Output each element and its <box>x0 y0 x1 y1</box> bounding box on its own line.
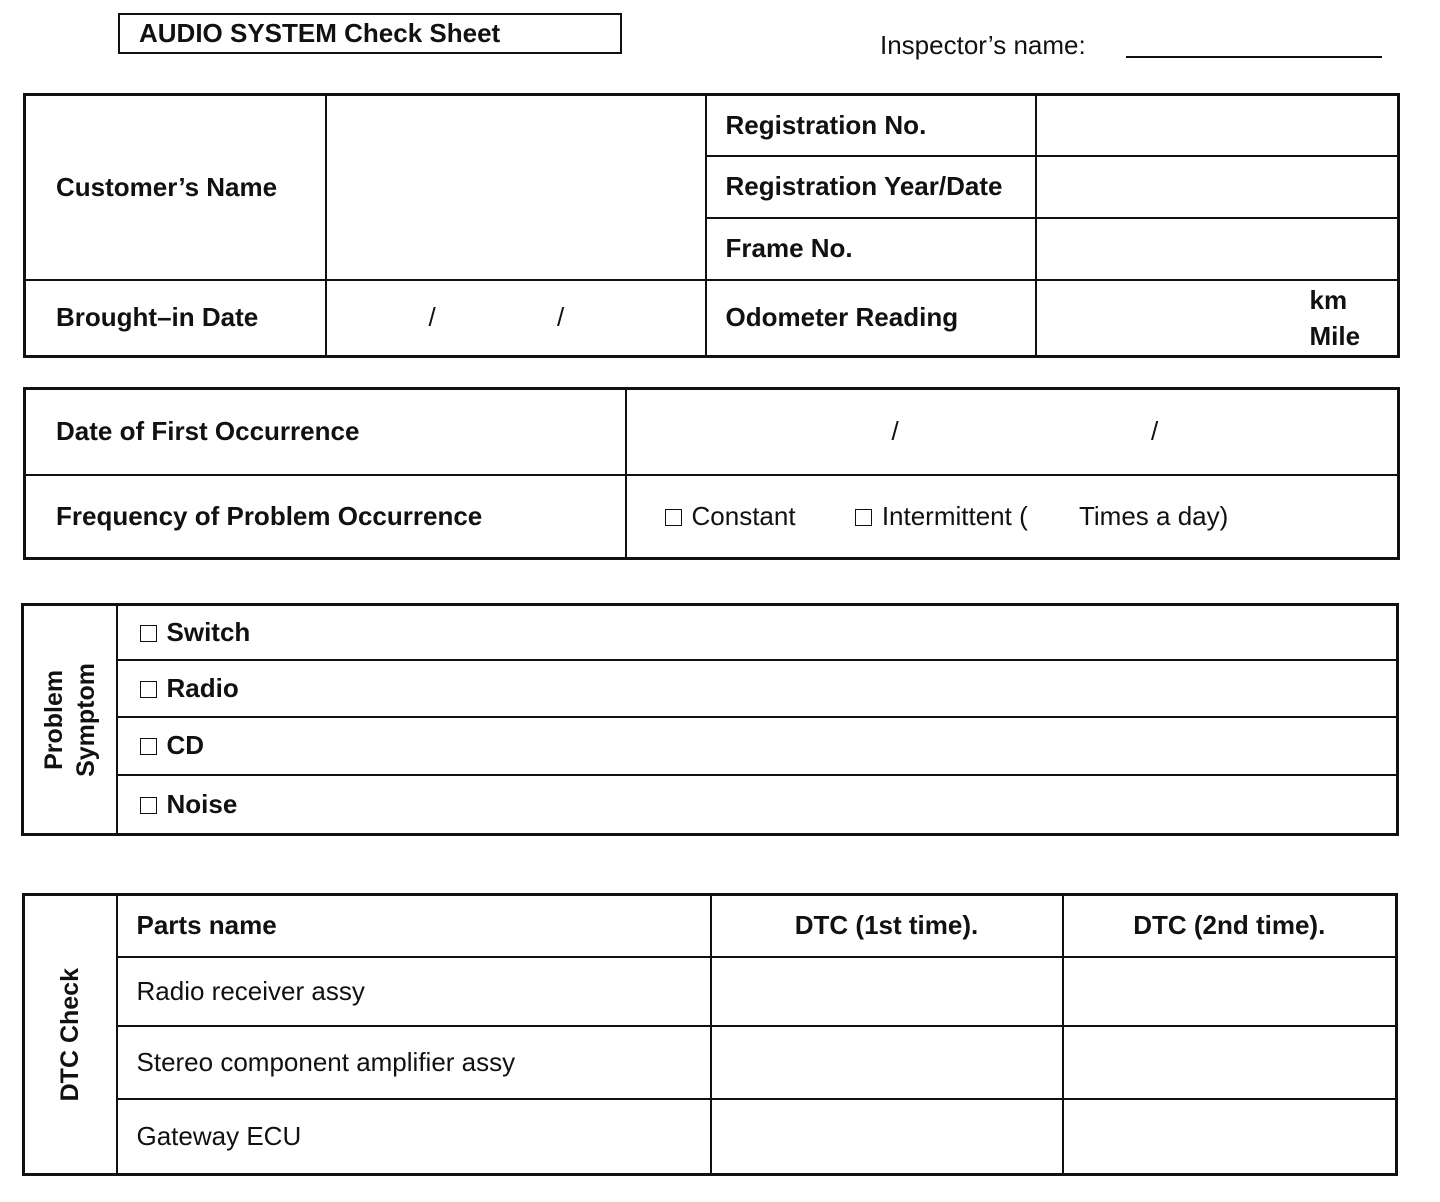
symptom-item-radio[interactable] <box>117 660 1398 717</box>
symptom-item-cd[interactable] <box>117 717 1398 775</box>
checkbox[interactable] <box>140 797 157 814</box>
dtc-2nd-field[interactable] <box>1063 1026 1397 1099</box>
frequency-field <box>626 475 1399 559</box>
intermittent-label: Intermittent ( <box>881 500 1028 531</box>
problem-symptom-label-line2: Symptom <box>71 662 100 777</box>
odometer-unit-mile: Mile <box>1309 320 1361 351</box>
symptom-label: Switch <box>166 616 251 647</box>
part-name-cell: Stereo component amplifier assy <box>117 1026 711 1099</box>
intermittent-option[interactable] <box>855 501 1028 531</box>
registration-no-field[interactable] <box>1036 95 1399 156</box>
inspector-name-label: Inspector’s name: <box>880 30 1086 60</box>
customers-name-label: Customer’s Name <box>25 95 326 280</box>
customer-info-table <box>23 93 1400 358</box>
symptom-label: Radio <box>166 672 239 703</box>
checkbox[interactable] <box>665 509 682 526</box>
dtc-2nd-field[interactable] <box>1063 957 1397 1026</box>
symptom-item-noise[interactable] <box>117 775 1398 835</box>
date-separator: / <box>891 416 899 447</box>
column-header-dtc-1st: DTC (1st time). <box>711 895 1063 957</box>
registration-year-date-field[interactable] <box>1036 156 1399 218</box>
odometer-reading-field[interactable] <box>1036 280 1399 357</box>
constant-label: Constant <box>691 500 796 531</box>
part-name-cell: Radio receiver assy <box>117 957 711 1026</box>
odometer-unit-km: km <box>1309 284 1348 315</box>
customers-name-field[interactable] <box>326 95 706 280</box>
part-name-cell: Gateway ECU <box>117 1099 711 1175</box>
checkbox[interactable] <box>140 738 157 755</box>
sheet-title: AUDIO SYSTEM Check Sheet <box>118 13 622 54</box>
date-separator: / <box>428 302 436 333</box>
dtc-check-table <box>22 893 1398 1176</box>
checkbox[interactable] <box>855 509 872 526</box>
problem-symptom-label-line1: Problem <box>39 669 68 770</box>
dtc-2nd-field[interactable] <box>1063 1099 1397 1175</box>
registration-year-date-label: Registration Year/Date <box>706 156 1036 218</box>
column-header-dtc-2nd: DTC (2nd time). <box>1063 895 1397 957</box>
odometer-reading-label: Odometer Reading <box>706 280 1036 357</box>
brought-in-date-field[interactable] <box>326 280 706 357</box>
inspector-name-field[interactable] <box>1126 56 1382 58</box>
dtc-1st-field[interactable] <box>711 957 1063 1026</box>
checkbox[interactable] <box>140 681 157 698</box>
date-separator: / <box>1150 416 1159 447</box>
occurrence-table <box>23 387 1400 560</box>
times-a-day-label: Times a day) <box>1078 500 1229 531</box>
dtc-check-label: DTC Check <box>56 967 85 1102</box>
dtc-check-section-label <box>24 895 117 1175</box>
frequency-label: Frequency of Problem Occurrence <box>25 475 626 559</box>
column-header-parts-name: Parts name <box>117 895 711 957</box>
dtc-1st-field[interactable] <box>711 1099 1063 1175</box>
brought-in-date-label: Brought–in Date <box>25 280 326 357</box>
symptom-label: Noise <box>166 788 238 819</box>
constant-option[interactable] <box>665 501 796 531</box>
symptom-item-switch[interactable] <box>117 605 1398 660</box>
first-occurrence-label: Date of First Occurrence <box>25 389 626 475</box>
date-separator: / <box>556 302 565 333</box>
frame-no-label: Frame No. <box>706 218 1036 280</box>
symptom-label: CD <box>166 730 205 760</box>
first-occurrence-field[interactable] <box>626 389 1399 475</box>
checkbox[interactable] <box>140 625 157 642</box>
dtc-1st-field[interactable] <box>711 1026 1063 1099</box>
problem-symptom-section-label <box>23 605 117 835</box>
registration-no-label: Registration No. <box>706 95 1036 156</box>
frame-no-field[interactable] <box>1036 218 1399 280</box>
problem-symptom-table <box>21 603 1399 836</box>
